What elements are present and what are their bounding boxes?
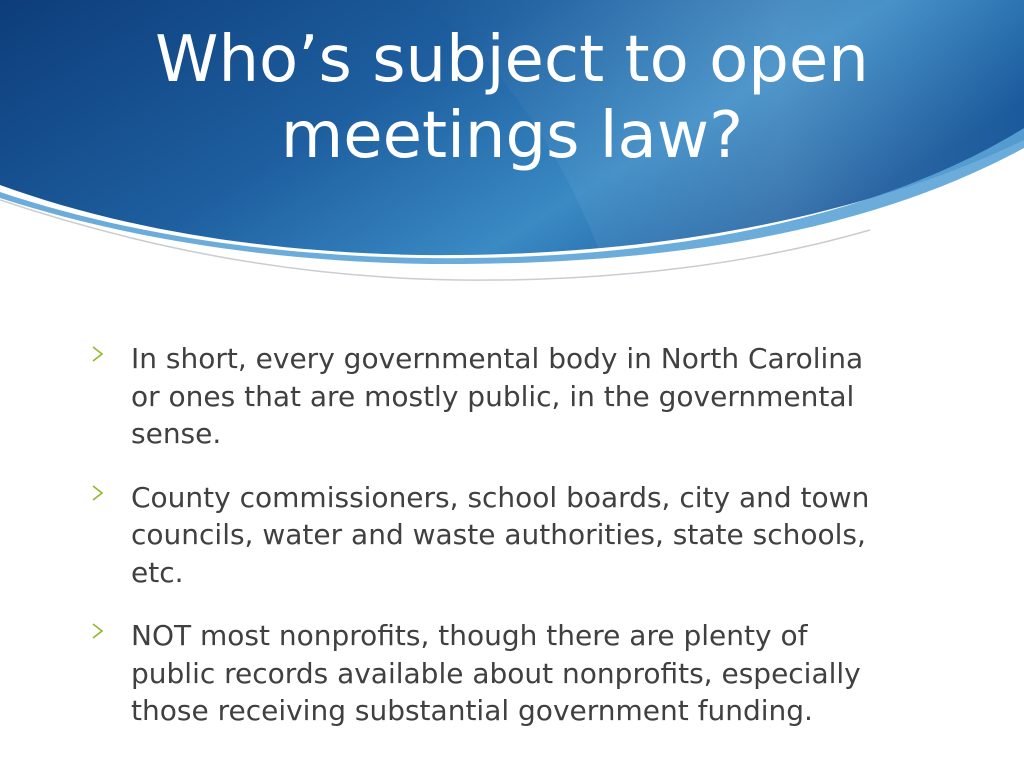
- bullet-2-line-1: County commissioners, school boards, city and town: [131, 480, 870, 514]
- bullet-item-1: [88, 340, 918, 453]
- arrow-bullet-icon: [92, 623, 104, 639]
- bullet-item-3: [88, 617, 918, 730]
- bullet-3-line-1: NOT most nonprofits, though there are plenty of: [131, 619, 808, 652]
- slide-title: [60, 22, 964, 174]
- bullet-1-line-2: or ones that are mostly public, in the governmental: [131, 379, 855, 413]
- arrow-bullet-icon: [92, 346, 104, 362]
- bullet-list: [88, 340, 918, 756]
- bullet-1-line-3: sense.: [131, 417, 222, 450]
- bullet-3-line-2: public records available about nonprofits, especially: [131, 656, 861, 690]
- title-line-2: meetings law?: [280, 99, 744, 173]
- bullet-item-2: [88, 479, 918, 592]
- bullet-2-line-2: councils, water and waste authorities, state schools,: [131, 518, 866, 551]
- bullet-3-line-3: those receiving substantial government funding.: [131, 694, 813, 727]
- title-line-1: Who’s subject to open: [155, 23, 869, 97]
- bullet-1-line-1: In short, every governmental body in North Carolina: [131, 342, 864, 375]
- arrow-bullet-icon: [92, 485, 104, 501]
- bullet-2-line-3: etc.: [131, 555, 184, 589]
